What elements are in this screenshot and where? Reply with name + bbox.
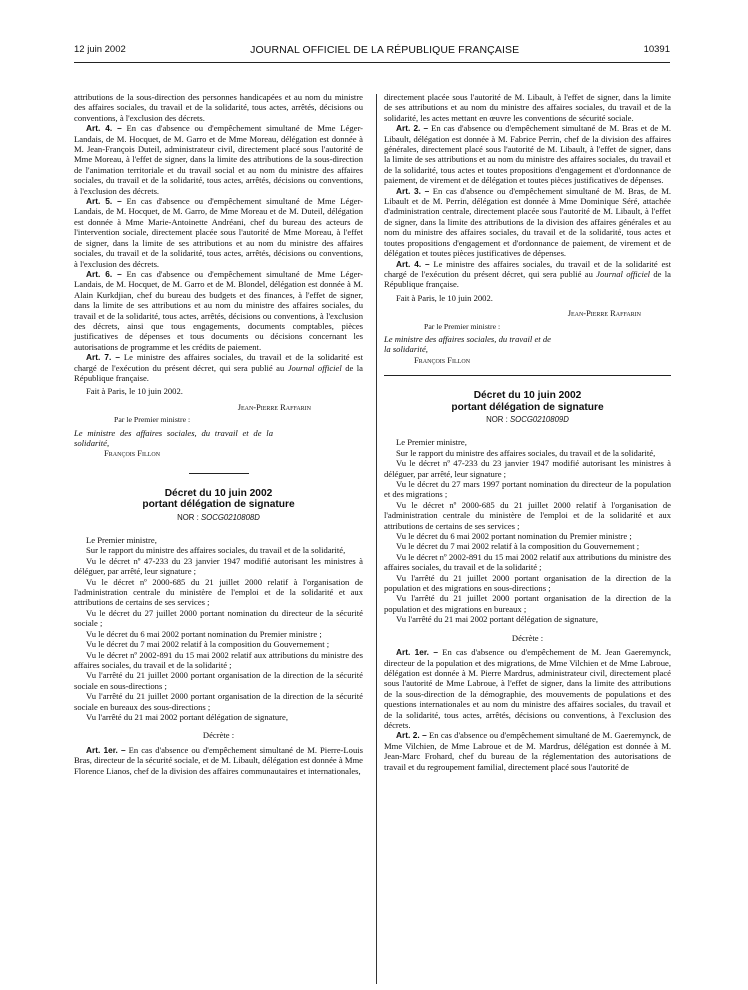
article-5 xyxy=(74,196,363,269)
visas-list xyxy=(74,545,363,722)
visa-item: Vu l'arrêté du 21 juillet 2000 portant organisation de la direction de la population et des migrations en sous-directions ; xyxy=(384,572,671,594)
article-text: de la République française. xyxy=(384,268,671,290)
minister-name: François Fillon xyxy=(414,354,471,365)
journal-officiel: Journal officiel xyxy=(596,268,651,279)
signature: Jean-Pierre Raffarin xyxy=(567,309,641,319)
visa-item: Vu le décret nº 2002-891 du 15 mai 2002 relatif aux attributions du ministre des affaires sociales, du travail et de la solidarité ; xyxy=(74,649,363,670)
page-number: 10391 xyxy=(643,44,670,55)
nor-code: SOCG0210808D xyxy=(200,512,260,522)
visa-item: Vu le décret nº 47-233 du 23 janvier 1947 modifié autorisant les ministres à déléguer, par arrêté, leur signature ; xyxy=(384,458,671,479)
article-label: Art. 1er. – xyxy=(396,647,438,658)
visa-item: Vu le décret du 27 juillet 2000 portant nomination du directeur de la sécurité sociale ; xyxy=(74,607,363,629)
decree-title-line1: Décret du 10 juin 2002 xyxy=(473,390,582,402)
visa-item: Vu le décret du 27 mars 1997 portant nomination du directeur de la population et des migrations ; xyxy=(384,479,671,500)
article-4 xyxy=(384,259,671,290)
visa-item: Vu le décret nº 2000-685 du 21 juillet 2000 relatif à l'organisation de l'administration centrale du ministère de l'emploi et de la solidarité et aux attributions de certains de ses services ; xyxy=(384,499,671,531)
nor-reference xyxy=(74,513,363,523)
decree-title-line2: portant délégation de signature xyxy=(142,499,295,511)
right-column xyxy=(384,92,671,772)
decree-title xyxy=(384,390,671,413)
article-text: En cas d'absence ou d'empêchement simultané de M. Gaeremynck, de Mme Vilchien, de Mme Labroue et de M. Mardrus, délégation est donnée à M. Jean-Marc Frohard, chef du bureau de la réglementation des autorisations de travail et du regroupement familial, directement placé sous l'autorité de xyxy=(384,730,671,772)
article-text: En cas d'absence ou d'empêchement simultané de M. Bras et de M. Libault, délégation est donnée à M. Fabrice Perrin, chef de la division des affaires générales, directement placé sous l'autorité de M. Libault, à l'effet de signer, dans la limite de ses attributions et au nom du ministre des affaires sociales, du travail et de la solidarité, tous actes et toutes propositions d'engagement et d'ordonnance de paiement, de virement et de délégation et toutes pièces justificatives de dépenses. xyxy=(384,123,672,186)
premier-ministre: Le Premier ministre, xyxy=(86,535,157,546)
header-title: JOURNAL OFFICIEL DE LA RÉPUBLIQUE FRANÇAISE xyxy=(250,44,520,56)
nor-reference xyxy=(384,415,671,425)
visa-item: Vu l'arrêté du 21 juillet 2000 portant organisation de la direction de la sécurité sociale en sous-directions ; xyxy=(74,670,363,691)
visa-item: Sur le rapport du ministre des affaires sociales, du travail et de la solidarité, xyxy=(86,545,346,556)
visa-item: Sur le rapport du ministre des affaires sociales, du travail et de la solidarité, xyxy=(396,447,656,458)
article-text: En cas d'absence ou d'empêchement de M. Jean Gaeremynck, directeur de la population et des migrations, de Mme Vilchien et de Mme Labroue, délégation est donnée à M. Pierre Mardrus, administrateur civil, directement placé sous l'autorité de Mme Labroue, à l'effet de signer, dans la limite des attributions de la sous-direction de la démographie, des mouvements de populations et des questions internationales et au nom du ministre des affaires sociales, du travail et de la solidarité, tous actes, arrêtés, décisions ou conventions, à l'exclusion des décrets. xyxy=(384,647,671,730)
decree-title-line2: portant délégation de signature xyxy=(451,401,604,413)
article-2 xyxy=(384,123,671,185)
article-label: Art. 4. – xyxy=(396,258,430,269)
minister-title: Le ministre des affaires sociales, du travail et de la solidarité, xyxy=(74,427,273,448)
article-label: Art. 7. – xyxy=(86,352,120,363)
minister-name: François Fillon xyxy=(104,448,161,459)
fait-a-paris: Fait à Paris, le 10 juin 2002. xyxy=(396,292,493,303)
article-4 xyxy=(74,123,363,196)
article-text: Le ministre des affaires sociales, du travail et de la solidarité est chargé de l'exécution du présent décret, qui sera publié au xyxy=(384,258,671,279)
article-label: Art. 5. – xyxy=(86,196,122,207)
article-text: En cas d'absence ou d'empêchement simultané de Mme Léger-Landais, de M. Hocquet, de M. Garro et de Mme Moreau, délégation est donnée à M. Jean-François Duteil, administrateur civil, directement placé sous l'autorité de Mme Moreau, à l'effet de signer, dans la limite des attributions de la sous-direction de l'animation territoriale et du travail social et au nom du ministre des affaires sociales, du travail et de la solidarité, tous actes, arrêtés, décisions ou conventions, à l'exclusion des décrets. xyxy=(74,123,363,196)
visa-item: Vu le décret du 6 mai 2002 portant nomination du Premier ministre ; xyxy=(396,531,632,542)
header-rule xyxy=(74,62,670,63)
fait-a-paris: Fait à Paris, le 10 juin 2002. xyxy=(86,386,183,397)
signature: Jean-Pierre Raffarin xyxy=(237,402,311,412)
paragraph: directement placée sous l'autorité de M. Libault, à l'effet de signer, dans la limite de ses attributions et au nom du ministre des affaires sociales, du travail et de la solidarité, les actes mettant en œuvre les conventions de sécurité sociale. xyxy=(384,92,671,123)
visas-list xyxy=(384,448,671,625)
visa-item: Vu le décret nº 47-233 du 23 janvier 1947 modifié autorisant les ministres à déléguer, par arrêté, leur signature ; xyxy=(74,555,363,577)
decrete: Décrète : xyxy=(202,730,235,741)
article-1 xyxy=(384,647,671,730)
separator-rule xyxy=(384,375,671,376)
visa-item: Vu l'arrêté du 21 juillet 2000 portant organisation de la direction de la sécurité sociale en bureaux des sous-directions ; xyxy=(74,691,363,712)
visa-item: Vu le décret du 6 mai 2002 portant nomination du Premier ministre ; xyxy=(86,628,322,639)
decree-title xyxy=(74,488,363,511)
article-3 xyxy=(384,186,671,259)
article-1 xyxy=(74,745,363,776)
article-label: Art. 6. – xyxy=(86,268,122,279)
left-column xyxy=(74,92,363,776)
header-date: 12 juin 2002 xyxy=(74,44,126,55)
nor-label: NOR : xyxy=(177,512,201,522)
article-text: Le ministre des affaires sociales, du travail et de la solidarité est chargé de l'exécution du présent décret, qui sera publié au xyxy=(74,352,363,373)
visa-item: Vu l'arrêté du 21 juillet 2000 portant organisation de la direction de la population et des migrations en bureaux ; xyxy=(384,593,671,614)
paragraph: attributions de la sous-direction des personnes handicapées et au nom du ministre des affaires sociales, du travail et de la solidarité, tous actes, arrêtés, décisions ou conventions, à l'exclusion des décrets. xyxy=(74,92,363,123)
separator-rule xyxy=(189,473,249,474)
visa-item: Vu le décret du 7 mai 2002 relatif à la composition du Gouvernement ; xyxy=(396,541,640,552)
article-label: Art. 4. – xyxy=(86,123,122,134)
nor-code: SOCG0210809D xyxy=(509,414,569,424)
decree-title-line1: Décret du 10 juin 2002 xyxy=(164,487,273,499)
decrete: Décrète : xyxy=(511,632,544,643)
article-label: Art. 2. – xyxy=(396,123,429,134)
visa-item: Vu l'arrêté du 21 mai 2002 portant délégation de signature, xyxy=(396,614,598,625)
journal-officiel: Journal officiel xyxy=(287,362,342,373)
article-7 xyxy=(74,352,363,383)
visa-item: Vu le décret nº 2000-685 du 21 juillet 2000 relatif à l'organisation de l'administration centrale du ministère de l'emploi et de la solidarité et aux attributions de certains de ses services ; xyxy=(74,576,363,608)
minister-title: Le ministre des affaires sociales, du travail et de la solidarité, xyxy=(384,333,551,355)
nor-label: NOR : xyxy=(486,414,510,424)
article-label: Art. 2. – xyxy=(396,730,427,741)
par-premier-ministre: Par le Premier ministre : xyxy=(114,415,191,425)
article-text: En cas d'absence ou d'empêchement simultané de Mme Léger-Landais, de M. Hocquet, de M. Garro et de M. Blondel, délégation est donnée à M. Alain Kurkdjian, chef du bureau des budgets et des finances, à l'effet de signer, dans la limite de ses attributions et au nom du ministre des affaires sociales, du travail et de la solidarité, tous actes, arrêtés, décisions ou conventions, à l'exclusion des décrets, ainsi que tous engagements, documents comptables, pièces justificatives de dépenses et tous documents ou décisions concernant les autorisations de programme et les crédits de paiement. xyxy=(74,268,363,352)
par-premier-ministre: Par le Premier ministre : xyxy=(424,321,501,331)
article-text: de la République française. xyxy=(74,362,363,383)
visa-item: Vu le décret du 7 mai 2002 relatif à la composition du Gouvernement ; xyxy=(86,639,330,650)
page-header xyxy=(74,44,670,58)
visa-item: Vu l'arrêté du 21 mai 2002 portant délégation de signature, xyxy=(86,711,288,722)
article-text: En cas d'absence ou d'empêchement simultané de M. Pierre-Louis Bras, directeur de la sécurité sociale, et de M. Libault, délégation est donnée à Mme Florence Lianos, chef de la division des affaires communautaires et internationales, xyxy=(74,744,363,776)
premier-ministre: Le Premier ministre, xyxy=(396,437,467,448)
article-2 xyxy=(384,730,671,772)
article-label: Art. 1er. – xyxy=(86,744,126,755)
article-text: En cas d'absence ou d'empêchement simultané de Mme Léger-Landais, de M. Hocquet, de M. Garro, de Mme Moreau et de M. Duteil, délégation est donnée à Mme Marie-Antoinette Andréani, chef du bureau des acteurs de l'intervention sociale, directement placée sous l'autorité de Mme Moreau, à l'effet de signer, dans la limite de ses attributions et au nom du ministre des affaires sociales, du travail et de la solidarité, tous actes, arrêtés, décisions ou conventions, à l'exclusion des décrets. xyxy=(74,196,363,269)
article-label: Art. 3. – xyxy=(396,185,430,196)
column-divider xyxy=(376,94,377,984)
visa-item: Vu le décret nº 2002-891 du 15 mai 2002 relatif aux attributions du ministre des affaires sociales, du travail et de la solidarité ; xyxy=(384,551,671,573)
article-text: En cas d'absence ou d'empêchement simultané de M. Bras, de M. Libault et de M. Perrin, délégation est donnée à Mme Dominique Séré, attachée d'administration centrale, directement placée sous l'autorité de M. Libault, à l'effet de signer, dans la limite des attributions de la division des affaires générales et au nom du ministre des affaires sociales, du travail et de la solidarité, tous actes et toutes propositions d'engagement et d'ordonnance de paiement, de virement et de délégation et toutes pièces justificatives de dépenses. xyxy=(384,185,671,259)
article-6 xyxy=(74,269,363,352)
